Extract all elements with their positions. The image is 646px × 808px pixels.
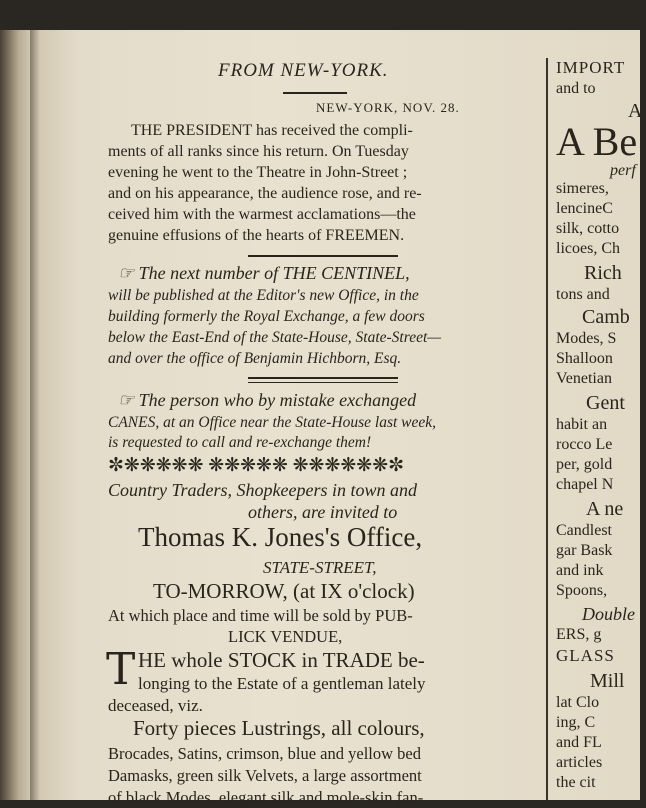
stock-line: deceased, viz.	[108, 696, 203, 715]
right-line: Shalloon	[556, 350, 613, 367]
drop-cap: T	[106, 644, 136, 695]
tomorrow-line: TO-MORROW, (at IX o'clock)	[153, 579, 415, 603]
traders-line: Country Traders, Shopkeepers in town and	[108, 480, 417, 500]
right-line: lat Clo	[556, 694, 600, 711]
para1-line: ments of all ranks since his return. On Tuesday	[108, 143, 409, 160]
notice1-line: below the East-End of the State-House, State-Street—	[108, 329, 442, 346]
right-line: ERS, g	[556, 626, 602, 643]
office-name: Thomas K. Jones's Office,	[138, 522, 423, 552]
left-column	[98, 30, 574, 807]
column-rule	[546, 58, 548, 800]
right-line: A Be	[556, 119, 638, 164]
right-line: chapel N	[556, 476, 614, 493]
street-line: STATE-STREET,	[263, 558, 377, 577]
right-line: Candlest	[556, 522, 612, 539]
right-line: articles	[556, 754, 603, 771]
section-rule	[248, 382, 398, 383]
notice1-line: will be published at the Editor's new Office, in the	[108, 287, 419, 304]
para1-line: genuine effusions of the hearts of FREEMEN.	[108, 227, 405, 244]
right-line: and ink	[556, 562, 604, 579]
right-line: Gent	[586, 392, 625, 414]
right-line: gar Bask	[556, 542, 613, 559]
right-line: habit an	[556, 416, 608, 433]
right-line: silk, cotto	[556, 220, 620, 237]
para1-line: THE PRESIDENT has received the compli-	[131, 122, 413, 139]
goods-line: Forty pieces Lustrings, all colours,	[133, 716, 425, 740]
heading-rule	[283, 92, 347, 94]
notice1-line: and over the office of Benjamin Hichborn, Esq.	[108, 350, 402, 367]
right-line: Modes, S	[556, 330, 617, 347]
goods-line: of black Modes, elegant silk and mole-skin fan-	[108, 788, 424, 807]
right-line: simeres,	[556, 180, 609, 197]
right-line: per, gold	[556, 456, 613, 473]
right-line: Rich	[584, 262, 622, 284]
dateline: NEW-YORK, NOV. 28.	[316, 100, 460, 115]
right-line: rocco Le	[556, 436, 613, 453]
notice1-line: ☞ The next number of THE CENTINEL,	[118, 263, 410, 283]
sale-line: LICK VENDUE,	[228, 627, 343, 646]
right-line: Camb	[582, 306, 630, 328]
right-line: and FL	[556, 734, 602, 751]
page-spine-shadow	[30, 30, 40, 800]
stock-line: HE whole STOCK in TRADE be-	[138, 648, 425, 672]
section-rule	[248, 255, 398, 257]
ornament-border: ✼❋❋❋❋❋ ❋❋❋❋❋ ❋❋❋❋❋❋✼	[108, 455, 405, 476]
para1-line: and on his appearance, the audience rose, and re-	[108, 185, 422, 202]
para1-line: evening he went to the Theatre in John-Street ;	[108, 164, 408, 181]
right-line: lencineC	[556, 200, 613, 217]
goods-line: Damasks, green silk Velvets, a large assortment	[108, 766, 422, 785]
notice2-line: is requested to call and re-exchange them!	[108, 434, 372, 451]
right-line: Double	[582, 604, 635, 624]
right-line: perf	[610, 162, 636, 179]
section-heading: FROM NEW-YORK.	[218, 60, 389, 81]
right-line: Spoons,	[556, 582, 608, 599]
traders-line: others, are invited to	[248, 502, 398, 522]
right-line: GLASS	[556, 646, 615, 665]
right-line: A	[628, 100, 643, 122]
right-line: the cit	[556, 774, 596, 791]
para1-line: ceived him with the warmest acclamations—the	[108, 206, 416, 223]
section-rule	[248, 377, 398, 379]
sale-line: At which place and time will be sold by PUB-	[108, 606, 413, 625]
goods-line: Brocades, Satins, crimson, blue and yellow bed	[108, 744, 421, 763]
notice2-line: CANES, at an Office near the State-House last week,	[108, 414, 437, 431]
right-line: and to	[556, 80, 596, 97]
right-line: Venetian	[556, 370, 612, 387]
right-line: tons and	[556, 286, 610, 303]
stock-line: longing to the Estate of a gentleman lately	[138, 674, 426, 693]
notice1-line: building formerly the Royal Exchange, a few doors	[108, 308, 425, 325]
right-line: licoes, Ch	[556, 240, 620, 257]
right-line: A ne	[586, 498, 624, 520]
right-column	[556, 50, 646, 800]
right-line: Mill	[590, 670, 625, 692]
book-gutter	[0, 30, 34, 800]
right-line: ing, C	[556, 714, 596, 731]
notice2-line: ☞ The person who by mistake exchanged	[118, 390, 417, 410]
newspaper-page	[30, 30, 643, 807]
right-line: IMPORT	[556, 58, 626, 77]
